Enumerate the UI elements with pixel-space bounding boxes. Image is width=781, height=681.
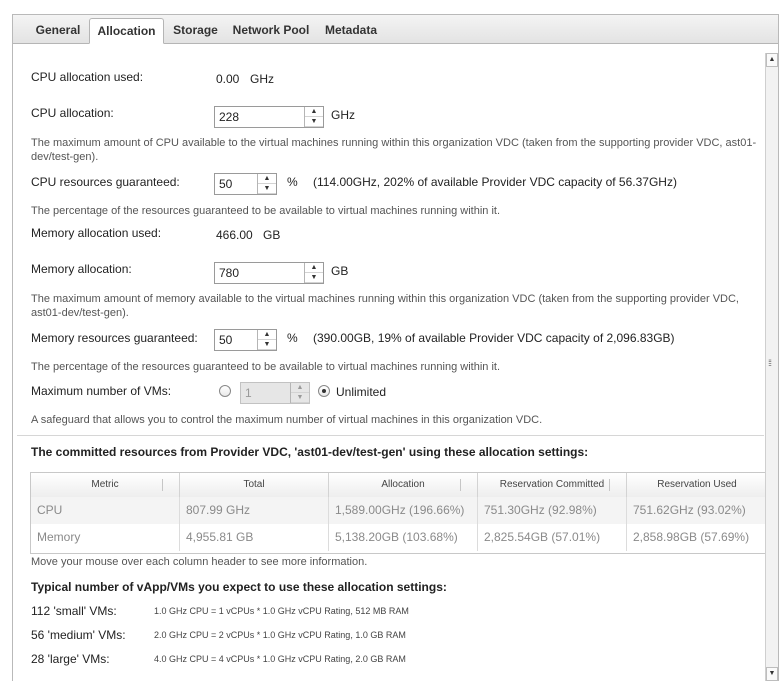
allocation-dialog bbox=[12, 14, 779, 681]
cpu-guaranteed-value: 50 bbox=[219, 177, 233, 191]
decrement-icon[interactable]: ▼ bbox=[258, 340, 276, 350]
unlimited-vms-radio[interactable] bbox=[318, 385, 330, 397]
table-cell: 1,589.00GHz (196.66%) bbox=[329, 497, 478, 524]
cpu-guaranteed-label: CPU resources guaranteed: bbox=[31, 175, 180, 189]
memory-guaranteed-value: 50 bbox=[219, 333, 233, 347]
column-header-reservation-committed[interactable] bbox=[478, 473, 627, 497]
column-header-label: Total bbox=[243, 479, 265, 490]
table-cell: 4,955.81 GB bbox=[180, 524, 329, 551]
table-cell: 751.62GHz (93.02%) bbox=[633, 503, 746, 517]
column-header-label: Metric bbox=[91, 479, 119, 490]
column-header-reservation-used[interactable] bbox=[627, 473, 767, 497]
table-row[interactable] bbox=[31, 497, 767, 524]
memory-allocation-stepper[interactable] bbox=[214, 262, 324, 284]
max-vms-label: Maximum number of VMs: bbox=[31, 384, 172, 398]
column-header-allocation[interactable] bbox=[329, 473, 478, 497]
memory-guaranteed-unit: % bbox=[287, 331, 298, 345]
table-header bbox=[31, 473, 767, 498]
increment-icon[interactable]: ▲ bbox=[258, 330, 276, 340]
tab-allocation[interactable]: Allocation bbox=[89, 18, 164, 44]
decrement-icon[interactable]: ▼ bbox=[258, 184, 276, 194]
typical-medium-label: 56 'medium' VMs: bbox=[31, 628, 126, 642]
table-cell: 751.30GHz (92.98%) bbox=[478, 497, 627, 524]
memory-allocation-help: The maximum amount of memory available to the virtual machines running within this organization VDC (taken from the supporting provider VDC, ast01-dev/test-gen). bbox=[31, 293, 739, 319]
column-header-label: Reservation Committed bbox=[499, 479, 605, 490]
table-cell: 2,825.54GB (57.01%) bbox=[478, 524, 627, 551]
section-divider bbox=[17, 435, 764, 436]
tab-general[interactable]: General bbox=[35, 23, 81, 37]
cpu-used-value: 0.00 bbox=[216, 72, 240, 86]
increment-icon[interactable]: ▲ bbox=[305, 263, 323, 273]
cpu-allocation-help: The maximum amount of CPU available to the virtual machines running within this organization VDC (taken from the supporting provider VDC, ast01-dev/test-gen). bbox=[31, 137, 757, 163]
tab-storage[interactable]: Storage bbox=[173, 23, 218, 37]
committed-heading: The committed resources from Provider VDC, 'ast01-dev/test-gen' using these allocation settings: bbox=[31, 445, 589, 459]
committed-resources-table bbox=[30, 472, 768, 554]
increment-icon[interactable]: ▲ bbox=[258, 174, 276, 184]
tab-bar bbox=[13, 15, 778, 44]
column-header-label: Reservation Used bbox=[657, 479, 737, 490]
cpu-guaranteed-detail: (114.00GHz, 202% of available Provider VDC capacity of 56.37GHz) bbox=[313, 175, 677, 189]
cpu-used-label: CPU allocation used: bbox=[31, 70, 144, 84]
memory-guaranteed-spin-buttons bbox=[257, 330, 276, 350]
cpu-guaranteed-stepper[interactable] bbox=[214, 173, 277, 195]
memory-allocation-unit: GB bbox=[331, 264, 349, 278]
memory-used-unit: GB bbox=[263, 228, 281, 242]
memory-guaranteed-stepper[interactable] bbox=[214, 329, 277, 351]
max-vms-stepper[interactable] bbox=[240, 382, 310, 404]
cpu-used-unit: GHz bbox=[250, 72, 274, 86]
cpu-allocation-label: CPU allocation: bbox=[31, 106, 114, 120]
table-cell: 807.99 GHz bbox=[180, 497, 329, 524]
typical-large-label: 28 'large' VMs: bbox=[31, 652, 110, 666]
table-hint: Move your mouse over each column header to see more information. bbox=[31, 556, 368, 568]
tab-network-pool[interactable]: Network Pool bbox=[232, 23, 310, 37]
memory-allocation-label: Memory allocation: bbox=[31, 262, 132, 276]
memory-used-value: 466.00 bbox=[216, 228, 253, 242]
cpu-allocation-stepper[interactable] bbox=[214, 106, 324, 128]
column-header-total[interactable] bbox=[180, 473, 329, 497]
memory-used-label: Memory allocation used: bbox=[31, 226, 162, 240]
typical-small-detail: 1.0 GHz CPU = 1 vCPUs * 1.0 GHz vCPU Rating, 512 MB RAM bbox=[154, 606, 409, 616]
decrement-icon[interactable]: ▼ bbox=[305, 273, 323, 283]
scroll-up-icon[interactable]: ▲ bbox=[766, 53, 778, 67]
max-vms-spin-buttons bbox=[290, 383, 309, 403]
increment-icon[interactable]: ▲ bbox=[291, 383, 309, 393]
decrement-icon[interactable]: ▼ bbox=[291, 393, 309, 403]
typical-large-detail: 4.0 GHz CPU = 4 vCPUs * 1.0 GHz vCPU Rating, 2.0 GB RAM bbox=[154, 654, 406, 664]
memory-guaranteed-help: The percentage of the resources guaranteed to be available to virtual machines running within it. bbox=[31, 361, 501, 373]
scroll-down-icon[interactable]: ▼ bbox=[766, 667, 778, 681]
scroll-grip-icon[interactable]: ⁞⁞ bbox=[768, 358, 772, 368]
cpu-guaranteed-spin-buttons bbox=[257, 174, 276, 194]
memory-guaranteed-detail: (390.00GB, 19% of available Provider VDC capacity of 2,096.83GB) bbox=[313, 331, 675, 345]
column-header-label: Allocation bbox=[381, 479, 425, 490]
cpu-allocation-value: 228 bbox=[219, 110, 240, 124]
table-cell: Memory bbox=[31, 524, 180, 551]
cpu-allocation-spin-buttons bbox=[304, 107, 323, 127]
cpu-guaranteed-unit: % bbox=[287, 175, 298, 189]
unlimited-label[interactable]: Unlimited bbox=[336, 385, 387, 399]
tab-metadata[interactable]: Metadata bbox=[324, 23, 377, 37]
max-vms-help: A safeguard that allows you to control the maximum number of virtual machines in this organization VDC. bbox=[31, 414, 543, 426]
cpu-guaranteed-help: The percentage of the resources guaranteed to be available to virtual machines running within it. bbox=[31, 205, 501, 217]
typical-small-label: 112 'small' VMs: bbox=[31, 604, 117, 618]
table-cell: CPU bbox=[31, 497, 180, 524]
typical-heading: Typical number of vApp/VMs you expect to use these allocation settings: bbox=[31, 580, 447, 594]
limited-vms-radio[interactable] bbox=[219, 385, 231, 397]
cpu-allocation-unit: GHz bbox=[331, 108, 355, 122]
table-cell: 5,138.20GB (103.68%) bbox=[329, 524, 478, 551]
memory-allocation-spin-buttons bbox=[304, 263, 323, 283]
decrement-icon[interactable]: ▼ bbox=[305, 117, 323, 127]
memory-guaranteed-label: Memory resources guaranteed: bbox=[31, 331, 198, 345]
memory-allocation-value: 780 bbox=[219, 266, 240, 280]
table-row[interactable] bbox=[31, 524, 767, 551]
typical-medium-detail: 2.0 GHz CPU = 2 vCPUs * 1.0 GHz vCPU Rating, 1.0 GB RAM bbox=[154, 630, 406, 640]
max-vms-value: 1 bbox=[245, 386, 252, 400]
column-header-metric[interactable] bbox=[31, 473, 180, 497]
vertical-scrollbar[interactable] bbox=[765, 53, 778, 681]
table-cell: 2,858.98GB (57.69%) bbox=[633, 530, 750, 544]
increment-icon[interactable]: ▲ bbox=[305, 107, 323, 117]
